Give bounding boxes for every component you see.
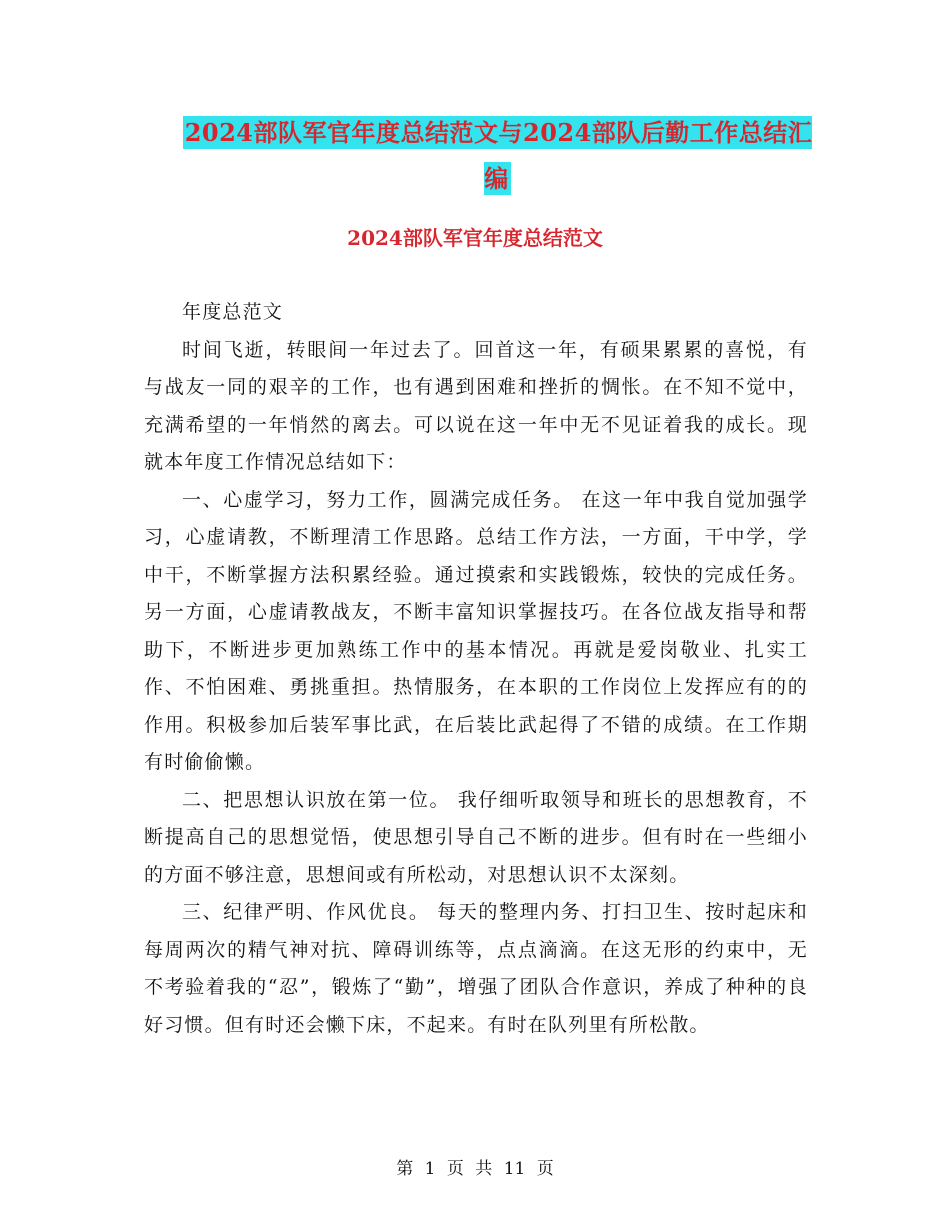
section-title: 2024部队军官年度总结范文 [347,226,603,250]
paragraph: 二、把思想认识放在第一位。 我仔细听取领导和班长的思想教育，不断提高自己的思想觉悟，使思想引导自己不断的进步。但有时在一些细小的方面不够注意，思想间或有所松动，对思想认识不太深刻。 [144,788,808,886]
paragraph: 三、纪律严明、作风优良。 每天的整理内务、打扫卫生、按时起床和每周两次的精气神对抗、障碍训练等，点点滴滴。在这无形的约束中，无不考验着我的“忍”，锻炼了“勤”，增强了团队合作意识，养成了种种的良好习惯。但有时还会懒下床，不起来。有时在队列里有所松散。 [144,901,808,1036]
paragraph-heading: 年度总范文 [182,301,284,323]
document-main-title [170,110,825,202]
paragraph: 一、心虚学习，努力工作，圆满完成任务。 在这一年中我自觉加强学习，心虚请教，不断理清工作思路。总结工作方法，一方面，干中学，学中干，不断掌握方法积累经验。通过摸索和实践锻炼，较快的完成任务。另一方面，心虚请教战友，不断丰富知识掌握技巧。在各位战友指导和帮助下，不断进步更加熟练工作中的基本情况。再就是爱岗敬业、扎实工作、不怕困难、勇挑重担。热情服务，在本职的工作岗位上发挥应有的的作用。积极参加后装军事比武，在后装比武起得了不错的成绩。在工作期有时偷偷懒。 [144,488,808,773]
page-number-footer: 第 1 页 共 11 页 [396,1159,554,1179]
main-title-text: 2024部队军官年度总结范文与2024部队后勤工作总结汇编 [184,118,813,193]
document-body [144,294,808,1044]
paragraph: 时间飞逝，转眼间一年过去了。回首这一年，有硕果累累的喜悦，有与战友一同的艰辛的工作，也有遇到困难和挫折的惆怅。在不知不觉中，充满希望的一年悄然的离去。可以说在这一年中无不见证着我的成长。现就本年度工作情况总结如下： [144,338,808,473]
